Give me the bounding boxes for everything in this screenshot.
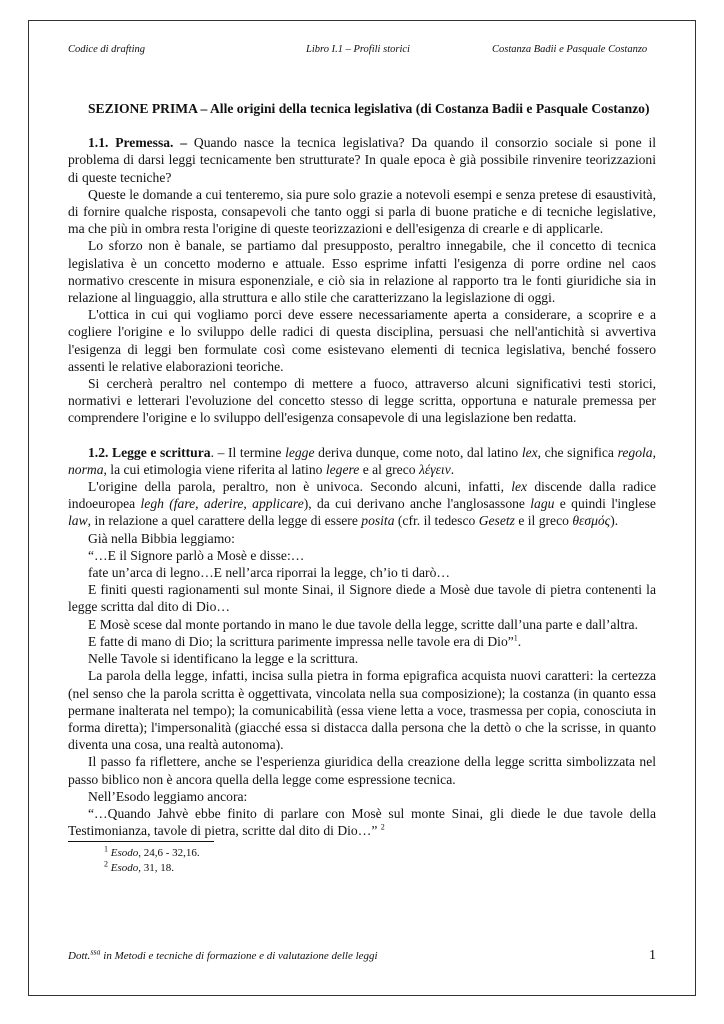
footnote-separator: [68, 841, 214, 842]
quote-line: E finiti questi ragionamenti sul monte Sinai, il Signore diede a Mosè due tavole di pietra contenenti la legge scritta dal dito di Dio…: [68, 582, 656, 615]
paragraph: Nell’Esodo leggiamo ancora:: [88, 788, 248, 804]
header-left: Codice di drafting: [68, 44, 145, 55]
footnote-2: $^2$ Esodo, 31, 18.: [104, 859, 174, 875]
section-heading-1-1: 1.1. Premessa. –: [88, 135, 188, 151]
document-body: [68, 100, 656, 876]
quote-line: “…E il Signore parlò a Mosè e disse:…: [88, 547, 305, 563]
quote-line: E fatte di mano di Dio; la scrittura parimente impressa nelle tavole era di Dio”$^1$.: [88, 633, 522, 649]
paragraph: Nelle Tavole si identificano la legge e la scrittura.: [88, 651, 359, 667]
header-center: Libro I.1 – Profili storici: [306, 44, 410, 55]
header-right: Costanza Badii e Pasquale Costanzo: [492, 44, 648, 55]
paragraph: Il passo fa riflettere, anche se l'esperienza giuridica della creazione della legge scritta simbolizzata nel passo biblico non è ancora quella della legge come espressione tecnica.: [68, 754, 656, 787]
paragraph: Queste le domande a cui tenteremo, sia pure solo grazie a notevoli esempi e senza pretese di esaustività, di fornire qualche risposta, consapevoli che tanto oggi si parla di buone pratiche e di tecniche legislative, ma che più in ombra resta l'origine di queste teorizzazioni e dell'esigenza di crearle e di applicarle.: [68, 186, 656, 237]
paragraph: 1.2. Legge e scrittura. – Il termine legge deriva dunque, come noto, dal latino lex, che significa regola, norma, la cui etimologia viene riferita al latino legere e al greco λέγειν.: [68, 444, 657, 477]
paragraph: Si cercherà peraltro nel contempo di mettere a fuoco, attraverso alcuni significativi testi storici, normativi e letterari l'evoluzione del concetto stesso di legge scritta, opportuna e naturale premessa per comprendere l'origine e lo sviluppo dell'esigenza consapevole di una legislazione ben redatta.: [68, 376, 656, 426]
footnote-1: $^1$ Esodo, 24,6 - 32,16.: [104, 844, 200, 860]
quote-line: fate un’arca di legno…E nell’arca riporrai la legge, ch’io ti darò…: [88, 565, 450, 581]
section-title: SEZIONE PRIMA – Alle origini della tecnica legislativa (di Costanza Badii e Pasquale Costanzo): [88, 101, 650, 116]
quote-line: E Mosè scese dal monte portando in mano le due tavole della legge, scritte dall’una parte e dall’altra.: [88, 616, 638, 632]
paragraph: L'origine della parola, peraltro, non è univoca. Secondo alcuni, infatti, lex discende dalla radice indoeuropea legh (fare, aderire, applicare), da cui derivano anche l'anglosassone lagu e quindi l'inglese law, in relazione a quel carattere della legge di essere posita (cfr. il tedesco Gesetz e il greco θεσμός).: [68, 479, 657, 529]
quote-line: “…Quando Jahvè ebbe finito di parlare con Mosè sul monte Sinai, gli diede le due tavole della Testimonianza, tavole di pietra, scritte dal dito di Dio…” $^2$: [68, 805, 656, 839]
footer: [68, 947, 656, 963]
page-number: 1: [649, 948, 656, 963]
paragraph: Già nella Bibbia leggiamo:: [88, 530, 235, 546]
paragraph: La parola della legge, infatti, incisa sulla pietra in forma epigrafica acquista nuovi caratteri: la certezza (nel senso che la parola scritta è oggettivata, vincolata nella sua composizione); la costanza (in quanto essa permane inalterata nel tempo); la comunicabilità (essa viene letta a voce, trasmessa per copia, conosciuta in forma diretta); l'impersonalità (giacché essa si distacca dalla persona che la dettò o che la scrisse, in quanto diventa una cosa, una realtà autonoma).: [68, 668, 656, 753]
paragraph: 1.1. Premessa. – Quando nasce la tecnica legislativa? Da quando il consorzio sociale si pone il problema di darsi leggi tecnicamente ben strutturate? In quale epoca è già possibile rinvenire teorizzazioni di queste tecniche?: [68, 135, 656, 185]
paragraph: Lo sforzo non è banale, se partiamo dal presupposto, peraltro innegabile, che il concetto di tecnica legislativa è un concetto moderno e attuale. Esso esprime infatti l'esigenza di porre ordine nel caos normativo crescente in misura esponenziale, e ciò sia in relazione al rapporto tra le fonti giuridiche sia in relazione al linguaggio, alla struttura e allo stile che caratterizzano la legislazione di oggi.: [68, 238, 656, 306]
footnote-ref-1[interactable]: 1: [513, 633, 518, 643]
footnote-ref-2[interactable]: 2: [380, 822, 385, 832]
footer-text: Dott.$^{ssa}$ in Metodi e tecniche di formazione e di valutazione delle leggi: [68, 947, 378, 962]
paragraph: L'ottica in cui qui vogliamo porci deve essere necessariamente aperta a considerare, a scoprire e a cogliere l'origine e lo sviluppo delle radici di questa disciplina, persuasi che nell'antichità si avvertiva l'esigenza di leggi ben formulate così come esistevano elementi di tecnica legislativa, benché fossero assenti le relative elaborazioni teoriche.: [68, 307, 656, 374]
section-heading-1-2: 1.2. Legge e scrittura: [88, 444, 211, 460]
